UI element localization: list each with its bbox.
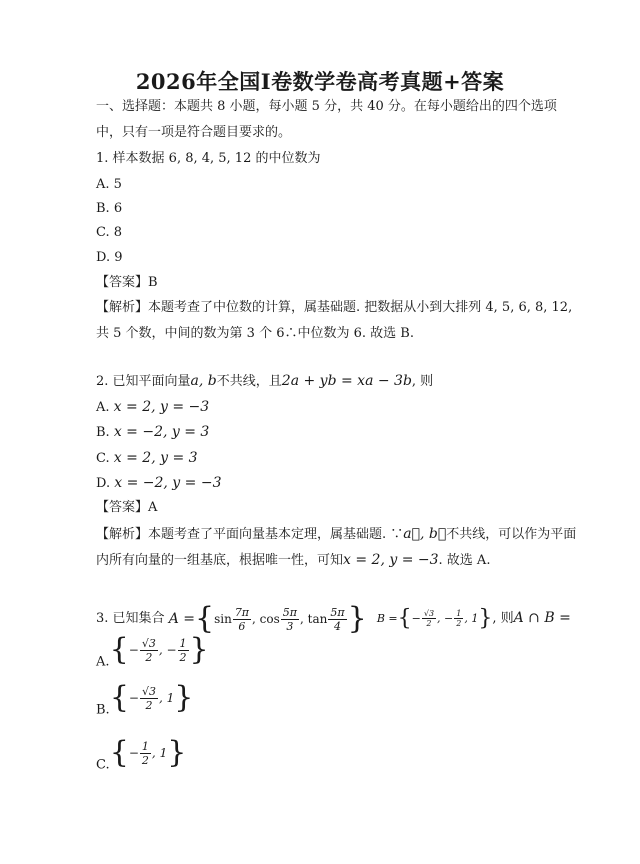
q3-stem-suffix: , 则 xyxy=(492,611,514,626)
right-brace: } xyxy=(174,680,194,715)
right-brace: } xyxy=(189,632,209,667)
q2-analysis-vectors: a⃗, b⃗ xyxy=(403,526,447,542)
option-c-num: 1 xyxy=(141,740,149,753)
fn-tan: , tan xyxy=(300,611,328,626)
sin-argument xyxy=(233,606,251,633)
q1-analysis-line2: 共 5 个数，中间的数为第 3 个 6∴中位数为 6. 故选 B. xyxy=(96,326,414,341)
set-b-element-2 xyxy=(454,609,463,628)
fn-cos: , cos xyxy=(252,611,280,626)
minus-sign: − xyxy=(411,611,421,625)
set-b-element-1 xyxy=(422,609,436,628)
q1-analysis-line1: 【解析】本题考查了中位数的计算，属基础题. 把数据从小到大排列 4, 5, 6, 8, 12, xyxy=(96,300,573,315)
q2-option-d-letter: D. xyxy=(96,476,111,491)
page-title: 2026年全国Ⅰ卷数学卷高考真题+答案 xyxy=(135,69,505,94)
minus-sign: − xyxy=(128,691,139,705)
q2-answer: 【答案】A xyxy=(96,500,158,515)
option-a-den2: 2 xyxy=(179,651,187,664)
q3-option-b xyxy=(96,680,194,731)
cos-arg-den: 3 xyxy=(286,619,294,633)
set-a-name: A = xyxy=(168,610,195,627)
fn-sin: sin xyxy=(214,611,232,626)
option-a-num2: 1 xyxy=(179,637,187,650)
q1-option-a: A. 5 xyxy=(96,177,122,192)
q2-option-d-expr: x = −2, y = −3 xyxy=(114,475,222,491)
option-b-element-2: 1 xyxy=(166,691,175,705)
q2-option-c-letter: C. xyxy=(96,451,110,466)
comma: , xyxy=(159,691,167,705)
q2-analysis2-equation: x = 2, y = −3 xyxy=(343,552,439,568)
set-b-den2: 2 xyxy=(456,619,462,628)
q3-stem-prefix: 3. 已知集合 xyxy=(96,611,165,626)
q2-analysis-prefix: 【解析】本题考查了平面向量基本定理，属基础题. ∵ xyxy=(96,527,404,542)
q2-option-c-expr: x = 2, y = 3 xyxy=(113,450,198,466)
cos-argument xyxy=(281,606,299,633)
section-intro-line1: 一、选择题：本题共 8 小题，每小题 5 分，共 40 分。在每小题给出的四个选项 xyxy=(96,99,557,114)
q2-stem-equation: 2a + yb = xa − 3b xyxy=(281,373,412,389)
q1-option-d: D. 9 xyxy=(96,250,123,265)
q2-option-a xyxy=(96,398,209,417)
q3-option-c-letter: C. xyxy=(96,757,110,773)
q1-stem: 1. 样本数据 6, 8, 4, 5, 12 的中位数为 xyxy=(96,151,321,166)
option-c-den: 2 xyxy=(141,754,149,767)
option-a-sqrt: √3 xyxy=(141,637,156,650)
option-a-den1: 2 xyxy=(145,651,153,664)
set-b-sqrt: √3 xyxy=(423,609,435,618)
q1-option-b: B. 6 xyxy=(96,201,123,216)
comma: , xyxy=(464,611,472,625)
left-brace: { xyxy=(397,605,412,631)
tan-argument xyxy=(328,606,346,633)
q3-option-c-set xyxy=(110,733,187,773)
tan-arg-den: 4 xyxy=(333,619,341,633)
comma: , − xyxy=(437,611,454,625)
option-b-den: 2 xyxy=(145,699,153,712)
right-brace: } xyxy=(347,600,367,636)
q2-stem xyxy=(96,372,433,391)
q2-option-b xyxy=(96,423,209,442)
q3-option-a xyxy=(96,632,209,683)
q2-analysis-suffix: 不共线，可以作为平面 xyxy=(446,527,577,542)
q2-option-a-expr: x = 2, y = −3 xyxy=(113,399,210,415)
set-b-element-3: 1 xyxy=(471,611,479,625)
minus-sign: − xyxy=(128,746,139,760)
q1-option-c: C. 8 xyxy=(96,225,123,240)
q2-stem-vars: a, b xyxy=(190,373,217,389)
q2-analysis-line2 xyxy=(96,551,490,570)
q3-option-b-letter: B. xyxy=(96,702,110,718)
set-b-num2: 1 xyxy=(456,609,462,618)
set-b-name: B = xyxy=(376,611,398,625)
option-c-element-1 xyxy=(140,740,151,767)
comma: , − xyxy=(158,643,177,657)
option-a-element-1 xyxy=(140,637,158,664)
option-b-element-1 xyxy=(140,685,158,712)
option-b-sqrt: √3 xyxy=(141,685,156,698)
q2-option-b-letter: B. xyxy=(96,425,110,440)
left-brace: { xyxy=(109,632,129,667)
set-b-definition xyxy=(377,597,493,641)
q2-analysis-line1 xyxy=(96,525,576,544)
q3-stem-expression: A ∩ B = xyxy=(513,610,571,626)
q2-stem-prefix: 2. 已知平面向量 xyxy=(96,374,191,389)
q3-option-c xyxy=(96,735,187,786)
minus-sign: − xyxy=(128,643,139,657)
q3-option-b-set xyxy=(110,678,194,718)
left-brace: { xyxy=(109,680,129,715)
q2-option-a-letter: A. xyxy=(96,400,110,415)
q2-option-d xyxy=(96,474,221,493)
left-brace: { xyxy=(109,735,129,770)
q2-stem-suffix: , 则 xyxy=(411,374,434,389)
sin-arg-den: 6 xyxy=(238,619,246,633)
q1-answer: 【答案】B xyxy=(96,275,158,290)
option-a-element-2 xyxy=(178,637,189,664)
left-brace: { xyxy=(194,600,215,636)
q2-analysis2-prefix: 内所有向量的一组基底，根据唯一性，可知 xyxy=(96,553,344,568)
comma: , xyxy=(151,746,160,760)
option-c-element-2: 1 xyxy=(159,746,168,760)
tan-arg-num: 5π xyxy=(330,605,345,619)
q2-option-b-expr: x = −2, y = 3 xyxy=(113,424,210,440)
right-brace: } xyxy=(167,735,187,770)
right-brace: } xyxy=(478,605,493,631)
section-intro-line2: 中，只有一项是符合题目要求的。 xyxy=(96,125,292,140)
q2-stem-mid: 不共线，且 xyxy=(216,374,282,389)
q2-option-c xyxy=(96,449,198,468)
set-b-den1: 2 xyxy=(426,619,432,628)
q2-analysis2-suffix: . 故选 A. xyxy=(438,553,491,568)
sin-arg-num: 7π xyxy=(234,605,250,619)
q3-option-a-letter: A. xyxy=(96,654,110,670)
cos-arg-num: 5π xyxy=(282,605,298,619)
q3-option-a-set xyxy=(110,630,209,670)
